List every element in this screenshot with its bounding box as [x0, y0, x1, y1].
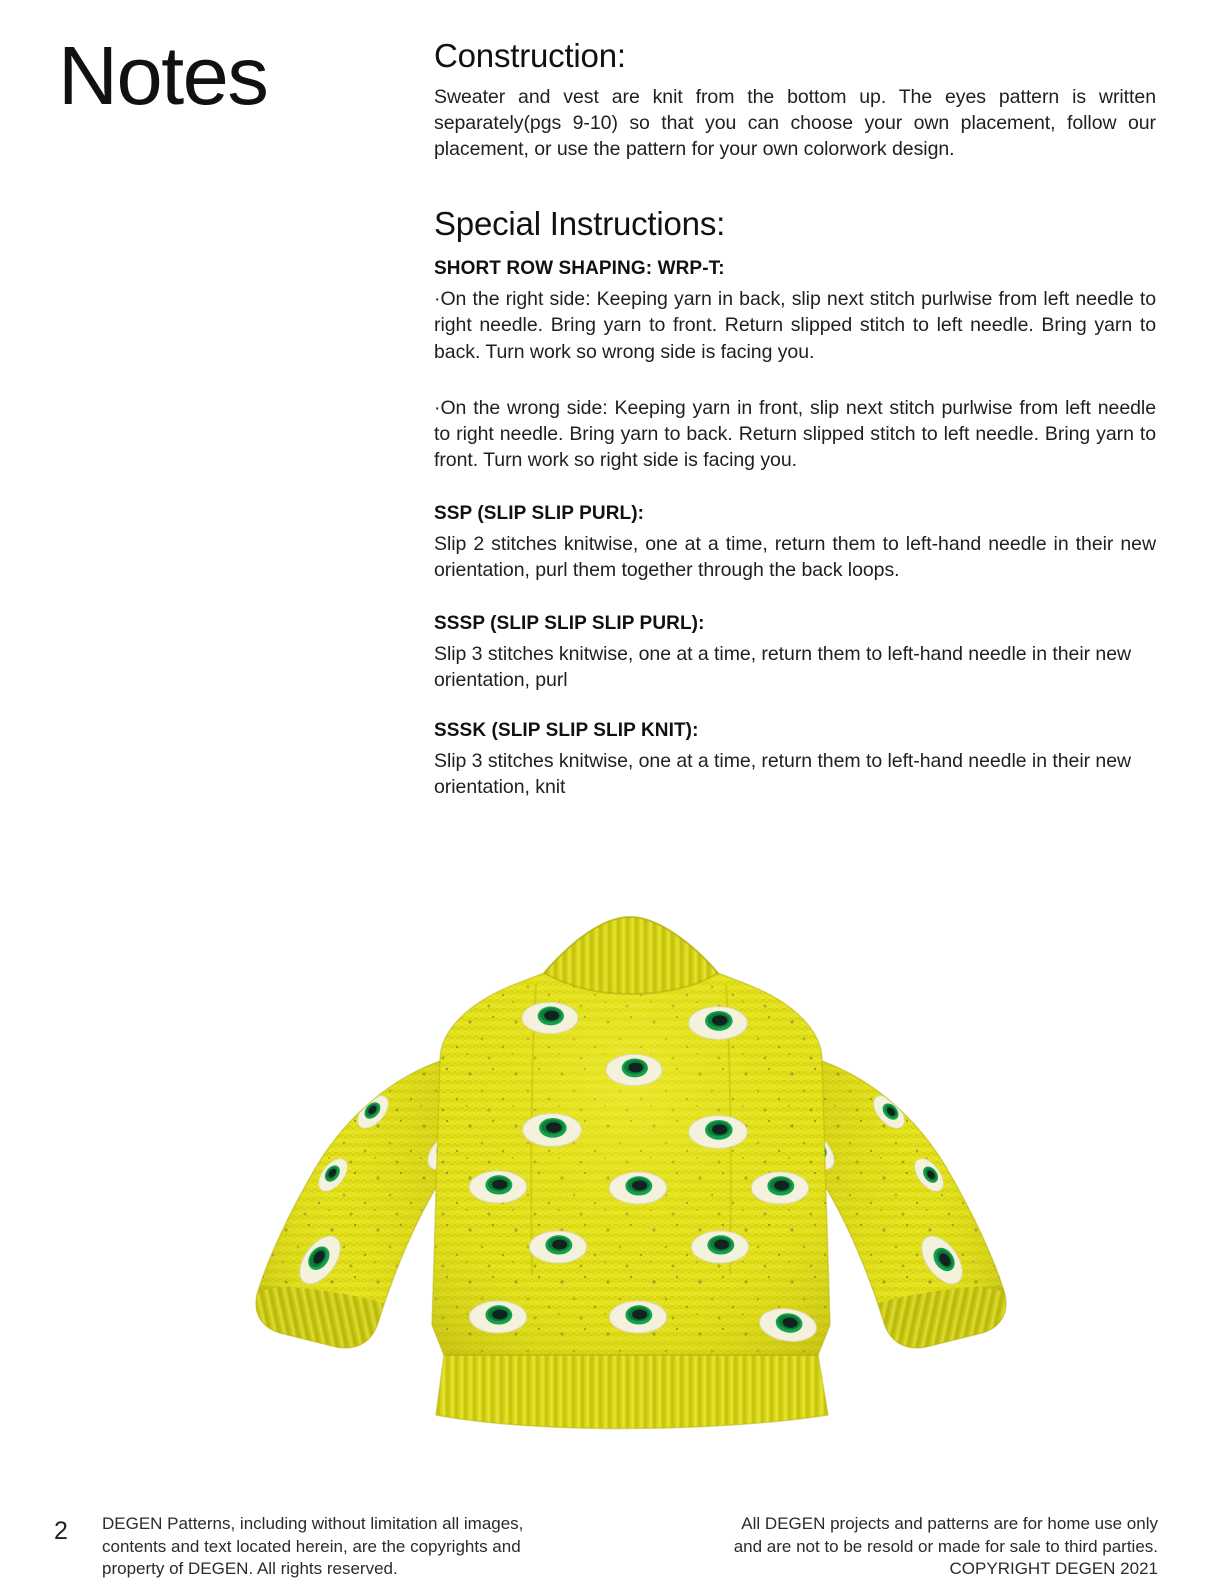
construction-body: Sweater and vest are knit from the bottom up. The eyes pattern is written separately(pgs 9-10) so that you can choose your own placement, follow our placement, or use the pattern for your own colorwork design.: [434, 85, 1156, 161]
footer-line: and are not to be resold or made for sale to third parties.: [733, 1536, 1158, 1556]
footer-copyright-left: [102, 1513, 572, 1581]
instruction-block-ssp: [434, 503, 1156, 583]
instruction-title: SSP (SLIP SLIP PURL):: [434, 503, 645, 525]
instruction-paragraph: Slip 2 stitches knitwise, one at a time, return them to left-hand needle in their new orientation, purl them together through the back loops.: [434, 533, 1156, 582]
instruction-block-sssk: [434, 720, 1156, 800]
special-instructions-heading: Special Instructions:: [434, 205, 726, 243]
footer-line: property of DEGEN. All rights reserved.: [102, 1559, 398, 1579]
sweater-photo-area: [0, 855, 1224, 1435]
sweater-photo: [140, 855, 1120, 1435]
instruction-paragraph: ·On the right side: Keeping yarn in back, slip next stitch purlwise from left needle to right needle. Bring yarn to front. Return slipped stitch to left needle. Bring yarn to back. Turn work so wrong side is facing you.: [434, 288, 1156, 363]
construction-heading: Construction:: [434, 37, 626, 74]
instruction-paragraph: ·On the wrong side: Keeping yarn in front, slip next stitch purlwise from left needle to right needle. Bring yarn to back. Return slipped stitch to left needle. Bring yarn to front. Turn work so right side is facing you.: [434, 396, 1156, 471]
instruction-paragraph: Slip 3 stitches knitwise, one at a time, return them to left-hand needle in their new orientation, purl: [434, 643, 1132, 692]
instruction-title: SSSK (SLIP SLIP SLIP KNIT):: [434, 719, 699, 741]
footer-line: DEGEN Patterns, including without limitation all images,: [102, 1514, 524, 1533]
instruction-block-sssp: [434, 613, 1156, 693]
page-number: 2: [54, 1517, 68, 1545]
content-column: [434, 38, 1156, 800]
instruction-title: SHORT ROW SHAPING: WRP-T:: [434, 258, 725, 280]
sweater-body: [420, 910, 840, 1435]
footer-line: All DEGEN projects and patterns are for home use only: [741, 1514, 1158, 1533]
instruction-block-short-row: [434, 258, 1156, 473]
instruction-title: SSSP (SLIP SLIP SLIP PURL):: [434, 613, 705, 635]
footer-usage-terms-right: [688, 1513, 1158, 1581]
footer-line: contents and text located herein, are the copyrights and: [102, 1536, 521, 1556]
instruction-paragraph: Slip 3 stitches knitwise, one at a time, return them to left-hand needle in their new orientation, knit: [434, 749, 1132, 798]
page-title: Notes: [58, 29, 268, 122]
page-footer: [0, 1505, 1224, 1579]
footer-line: COPYRIGHT DEGEN 2021: [949, 1559, 1158, 1579]
